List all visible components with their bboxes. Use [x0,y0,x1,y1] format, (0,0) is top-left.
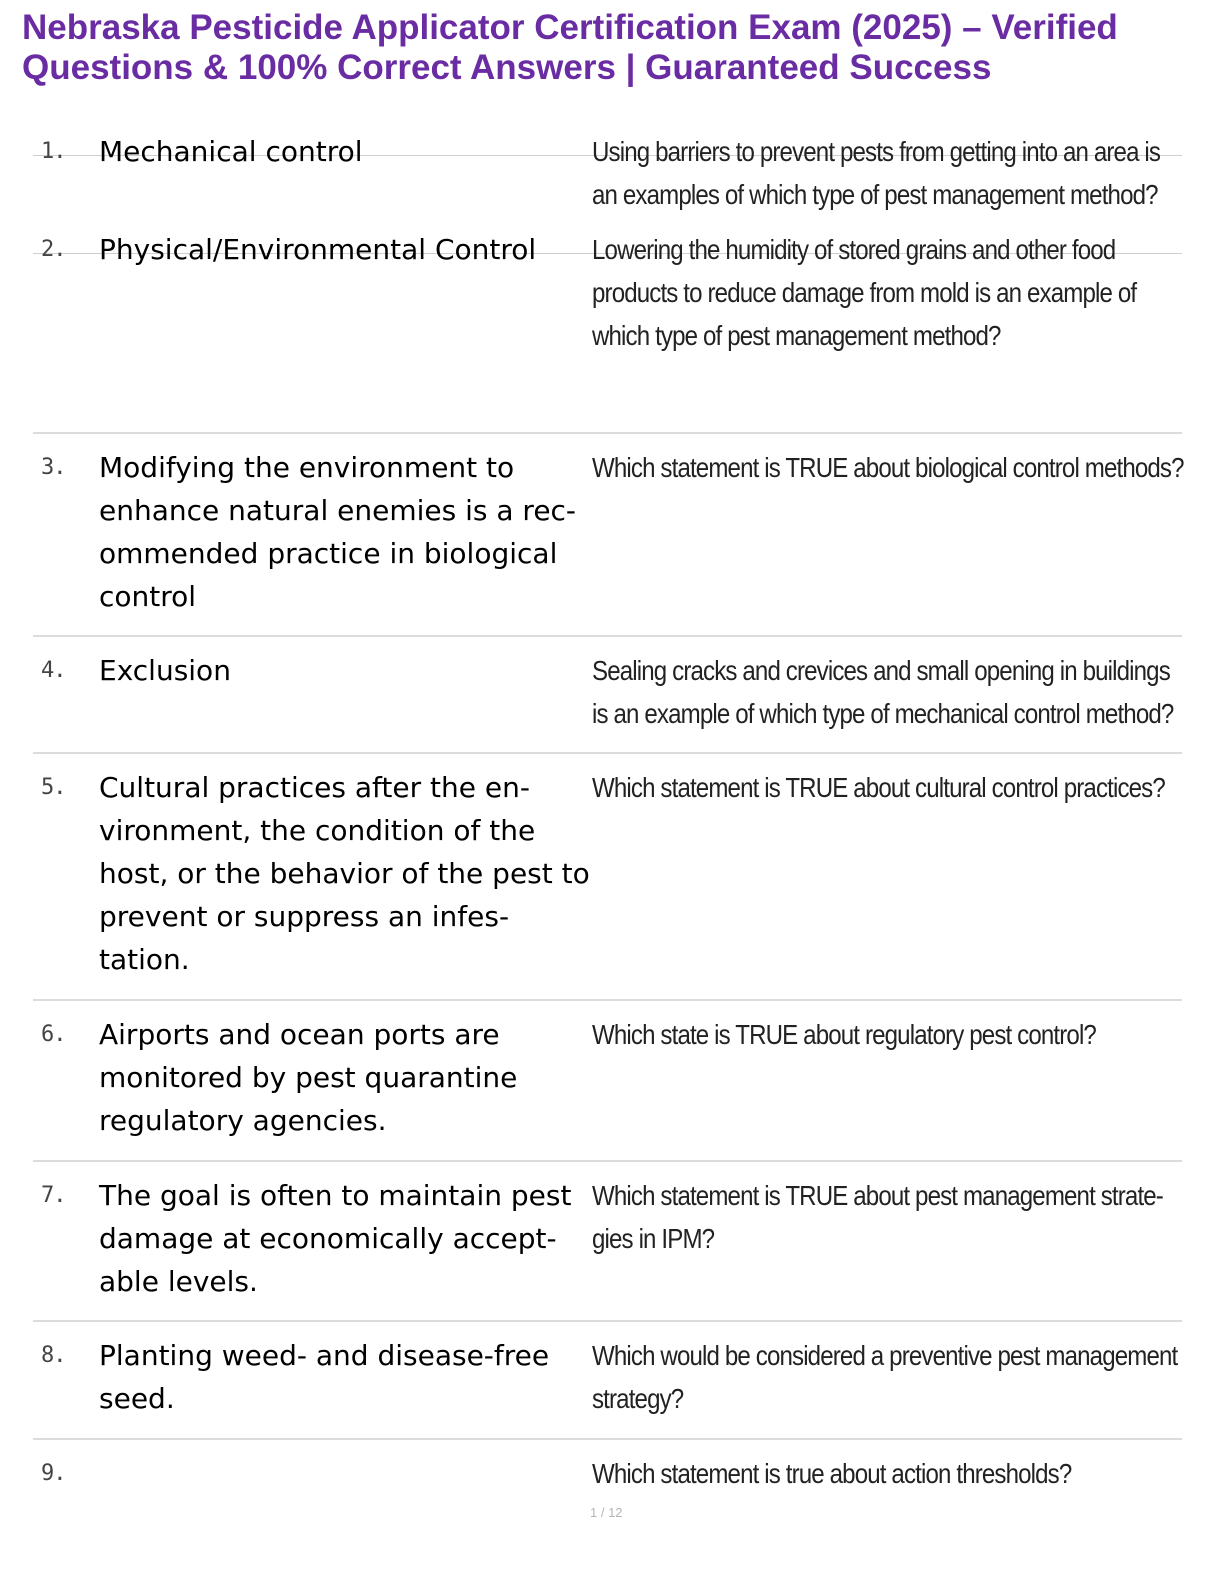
qa-row-7 [33,1162,1182,1322]
question-text [592,1452,1099,1495]
question-line: Sealing cracks and crevices and small opening in buildings [592,655,1170,686]
item-number: 1. [41,139,66,164]
question-text [592,228,1137,357]
answer-text: Cultural practices after the en- vironment, the condition of the host, or the behavior of the pest to prevent or suppress an infes- tation. [99,771,590,976]
qa-row-5 [33,754,1182,1001]
question-line: is an example of which type of mechanical control method? [592,698,1174,729]
document-title: Nebraska Pesticide Applicator Certification Exam (2025) – Verified Questions & 100% Correct Answers | Guaranteed Success [22,8,1118,87]
question-text [592,1334,1178,1420]
question-text [592,130,1161,216]
qa-row-6 [33,1001,1182,1162]
item-number: 8. [41,1343,66,1368]
answer-text: Planting weed- and disease-free seed. [99,1339,550,1415]
question-line: an examples of which type of pest management method? [592,179,1158,210]
answer-text: The goal is often to maintain pest damage at economically accept- able levels. [99,1179,572,1298]
question-text [592,766,1165,809]
question-line: Lowering the humidity of stored grains and other food [592,234,1116,265]
qa-row-8 [33,1322,1182,1440]
question-line: Using barriers to prevent pests from getting into an area is [592,136,1161,167]
answer-text: Modifying the environment to enhance natural enemies is a rec- ommended practice in biological control [99,451,577,613]
question-text [592,649,1174,735]
item-number: 6. [41,1022,66,1047]
question-answer-list [33,118,1182,1510]
item-number: 3. [41,455,66,480]
question-line: products to reduce damage from mold is an example of [592,277,1137,308]
answer-text: Mechanical control [99,135,363,168]
qa-row-3 [33,434,1182,637]
qa-row-2 [33,216,1182,434]
item-number: 4. [41,658,66,683]
qa-row-1 [33,118,1182,216]
item-number: 2. [41,237,66,262]
answer-text: Airports and ocean ports are monitored by pest quarantine regulatory agencies. [99,1018,518,1137]
item-number: 9. [41,1461,66,1486]
question-line: Which statement is true about action thresholds? [592,1458,1072,1489]
question-text [592,1013,1099,1056]
question-line: Which would be considered a preventive pest management [592,1340,1178,1371]
question-line: Which statement is TRUE about cultural control practices? [592,772,1165,803]
question-text [592,1174,1163,1260]
question-line: Which statement is TRUE about biological control methods? [592,452,1184,483]
answer-text: Physical/Environmental Control [99,233,537,266]
question-line: gies in IPM? [592,1223,715,1254]
qa-row-9 [33,1440,1182,1510]
question-line: strategy? [592,1383,684,1414]
page-number: 1 / 12 [590,1505,623,1520]
item-number: 5. [41,775,66,800]
question-text [592,446,1184,489]
item-number: 7. [41,1183,66,1208]
answer-text: Exclusion [99,654,231,687]
question-line: which type of pest management method? [592,320,1001,351]
question-line: Which statement is TRUE about pest management strate- [592,1180,1163,1211]
question-line: Which state is TRUE about regulatory pest control? [592,1019,1096,1050]
qa-row-4 [33,637,1182,754]
